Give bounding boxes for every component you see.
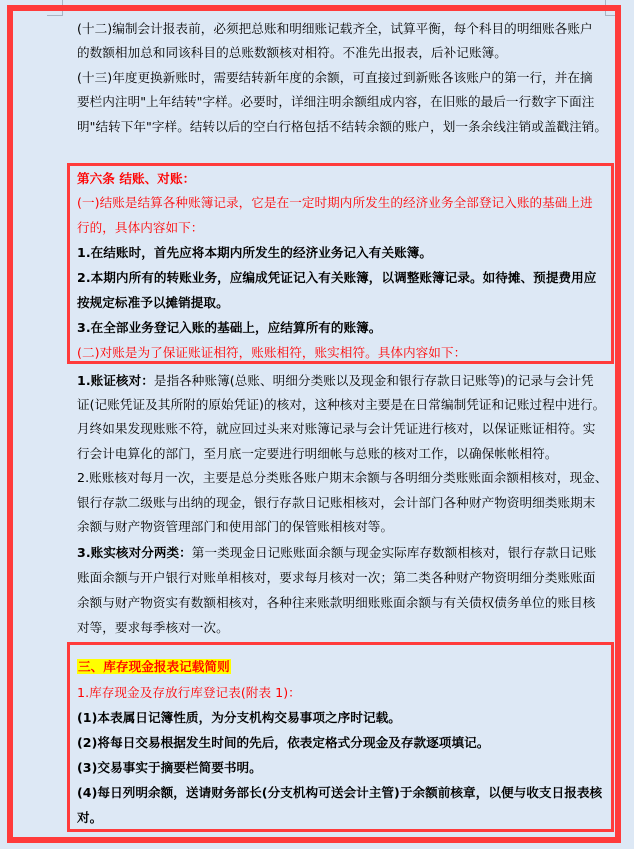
cash-rules-title-line [77,659,231,675]
cash-rule-3: (3)交易事实于摘要栏简要书明。 [77,760,262,775]
para-13-line-2: 要栏内注明"上年结转"字样。必要时，详细注明余额组成内容，在旧账的最后一行数字下面注 [77,94,595,109]
para-12-line-1: (十二)编制会计报表前，必须把总账和明细账记载齐全，试算平衡，每个科目的明细账各账户 [77,21,593,36]
cash-rules-title: 三、库存现金报表记载简则 [78,659,230,674]
para-12-line-2: 的数额相加总和同该科目的总账数额核对相符。不准先出报表，后补记账簿。 [77,45,507,60]
closing-intro-line-2: 行的，具体内容如下： [77,220,204,235]
item-1-line-3: 月终如果发现账账不符，就应回过头来对账簿记录与会计凭证进行核对，以保证账证相符。实 [77,421,596,436]
closing-item-3: 3.在全部业务登记入账的基础上，应结算所有的账簿。 [77,320,382,335]
item-1-line-1 [77,373,594,389]
closing-item-2-line-2: 按规定标准予以摊销提取。 [77,295,229,310]
closing-item-1: 1.在结账时，首先应将本期内所发生的经济业务记入有关账簿。 [77,245,433,260]
item-1-label: 1.账证核对： [77,373,154,388]
item-2-line-1: 2.账账核对每月一次，主要是总分类账各账户期末余额与各明细分类账账面余额相核对，现金、 [77,470,608,485]
item-1-text: 是指各种账簿(总账、明细分类账以及现金和银行存款日记账等)的记录与会计凭 [153,373,594,388]
item-3-line-1 [77,545,596,561]
item-3-line-4: 对等，要求每季核对一次。 [77,620,229,635]
item-3-label: 3.账实核对分两类： [77,545,192,560]
reconcile-intro: (二)对账是为了保证账证相符，账账相符，账实相符。具体内容如下： [77,345,467,360]
cash-rule-2: (2)将每日交易根据发生时间的先后，依表定格式分现金及存款逐项填记。 [77,735,490,750]
item-3-line-2: 账面余额与开户银行对账单相核对，要求每月核对一次；第二类各种财产物资明细分类账账面 [77,570,596,585]
closing-intro-line-1: (一)结账是结算各种账簿记录，它是在一定时期内所发生的经济业务全部登记入账的基础上进 [77,195,593,210]
item-3-line-3: 余额与财产物资实有数额相核对，各种往来账款明细账账面余额与有关债权债务单位的账目核 [77,595,596,610]
article-6-title: 第六条 结账、对账： [77,171,196,186]
item-3-text: 第一类现金日记账账面余额与现金实际库存数额相核对，银行存款日记账 [191,545,597,560]
item-1-line-4: 行会计电算化的部门，至月底一定要进行明细帐与总账的核对工作，以确保帐帐相符。 [77,446,558,461]
closing-item-2-line-1: 2.本期内所有的转账业务，应编成凭证记入有关账簿，以调整账簿记录。如待摊、预提费用应 [77,270,597,285]
cash-rule-1: (1)本表属日记簿性质，为分支机构交易事项之序时记载。 [77,710,401,725]
cash-rules-subtitle: 1.库存现金及存放行库登记表(附表 1)： [77,685,301,700]
para-13-line-1: (十三)年度更换新账时，需要结转新年度的余额，可直接过到新账各该账户的第一行，并在摘 [77,70,593,85]
cash-rule-4-line-1: (4)每日列明余额，送请财务部长(分支机构可送会计主管)于余额前核章，以便与收支日报表核 [77,785,603,800]
item-2-line-2: 银行存款二级账与出纳的现金，银行存款日记账相核对，会计部门各种财产物资明细类账期末 [77,495,596,510]
para-13-line-3: 明"结转下年"字样。结转以后的空白行格包括不结转余额的账户，划一条余线注销或盖戳注销。 [77,119,608,134]
item-1-line-2: 证(记账凭证及其所附的原始凭证)的核对，这种核对主要是在日常编制凭证和记账过程中进行。 [77,397,606,412]
item-2-line-3: 余额与财产物资管理部门和使用部门的保管账相核对等。 [77,519,394,534]
cash-rule-4-line-2: 对。 [77,810,103,825]
